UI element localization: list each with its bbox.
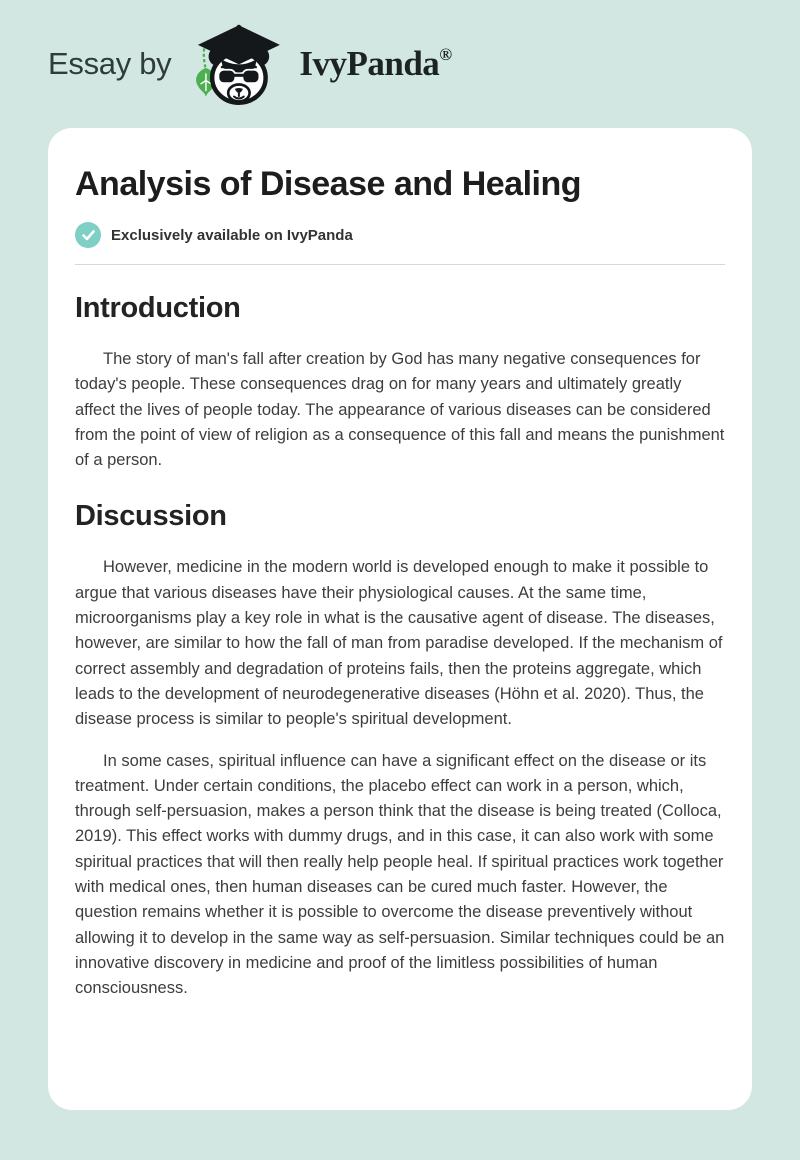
availability-badge-label: Exclusively available on IvyPanda xyxy=(111,226,353,244)
discussion-paragraph-1: However, medicine in the modern world is developed enough to make it possible to argue that various diseases have their physiological causes. At the same time, microorganisms play a key role in what is the causative agent of disease. The diseases, however, are similar to how the fall of man from paradise developed. If the mechanism of correct assembly and degradation of proteins fails, then the proteins aggregate, which leads to the development of neurodegenerative diseases (Höhn et al. 2020). Thus, the disease process is similar to people's spiritual development. xyxy=(75,558,723,729)
discussion-paragraph-2: In some cases, spiritual influence can have a significant effect on the disease or its treatment. Under certain conditions, the placebo effect can work in a person, which, through self-persuasion, makes a person think that the disease is being treated (Colloca, 2019). This effect works with dummy drugs, and in this case, it can also work with some spiritual practices that will then really help people heal. If spiritual practices work together with medical ones, then human diseases can be cured much faster. However, the question remains whether it is possible to overcome the disease preventively without allowing it to develop in the same way as self-persuasion. Similar techniques could be an innovative discovery in medicine and proof of the limitless possibilities of human consciousness. xyxy=(75,751,725,998)
introduction-paragraph: The story of man's fall after creation by God has many negative consequences for today's people. These consequences drag on for many years and ultimately greatly affect the lives of people today. The appearance of various diseases can be considered from the point of view of religion as a consequence of this fall and means the punishment of a person. xyxy=(75,350,725,470)
site-header xyxy=(0,0,800,128)
section-heading-introduction: Introduction xyxy=(75,292,241,324)
divider xyxy=(75,264,725,265)
check-icon xyxy=(75,222,101,248)
essay-by-label: Essay by xyxy=(48,46,172,81)
brand-text: IvyPanda xyxy=(299,44,440,83)
ivypanda-panda-logo-icon xyxy=(189,22,287,114)
registered-trademark: ® xyxy=(439,45,452,65)
availability-badge xyxy=(75,222,725,248)
essay-title: Analysis of Disease and Healing xyxy=(75,165,582,203)
essay-card xyxy=(48,128,752,1110)
section-heading-discussion: Discussion xyxy=(75,500,227,533)
brand-name xyxy=(299,44,451,84)
